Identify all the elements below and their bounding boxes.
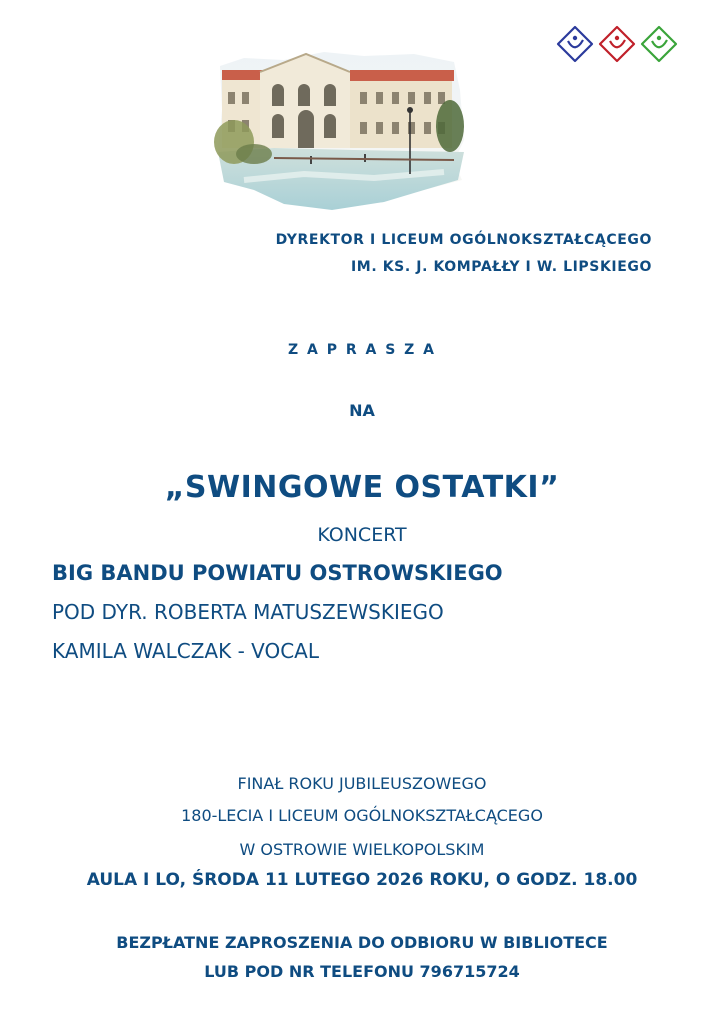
details-line-3: W OSTROWIE WIELKOPOLSKIM: [239, 840, 485, 859]
school-building-illustration: [214, 30, 466, 214]
logo-diamond-green: [642, 27, 676, 61]
details-line-2: 180-LECIA I LICEUM OGÓLNOKSZTAŁCĄCEGO: [181, 806, 543, 825]
free-invitations-line: BEZPŁATNE ZAPROSZENIA DO ODBIORU W BIBLIOTECE: [116, 933, 608, 952]
conductor-line: POD DYR. ROBERTA MATUSZEWSKIEGO: [52, 600, 444, 624]
phone-line: LUB POD NR TELEFONU 796715724: [204, 962, 520, 981]
event-title: „SWINGOWE OSTATKI”: [164, 470, 560, 505]
na-text: NA: [349, 401, 375, 420]
director-line-1: DYREKTOR I LICEUM OGÓLNOKSZTAŁCĄCEGO: [275, 232, 652, 248]
logo-diamond-blue: [558, 27, 592, 61]
zaprasza-heading: Z A P R A S Z A: [287, 342, 437, 358]
school-logo: [555, 24, 679, 64]
vocal-line: KAMILA WALCZAK - VOCAL: [52, 639, 320, 663]
logo-diamond-red: [600, 27, 634, 61]
koncert-label: KONCERT: [317, 524, 407, 546]
band-name: BIG BANDU POWIATU OSTROWSKIEGO: [52, 561, 503, 585]
details-line-1: FINAŁ ROKU JUBILEUSZOWEGO: [237, 774, 487, 793]
date-and-place: AULA I LO, ŚRODA 11 LUTEGO 2026 ROKU, O GODZ. 18.00: [86, 870, 638, 890]
director-line-2: IM. KS. J. KOMPAŁŁY I W. LIPSKIEGO: [351, 259, 652, 275]
